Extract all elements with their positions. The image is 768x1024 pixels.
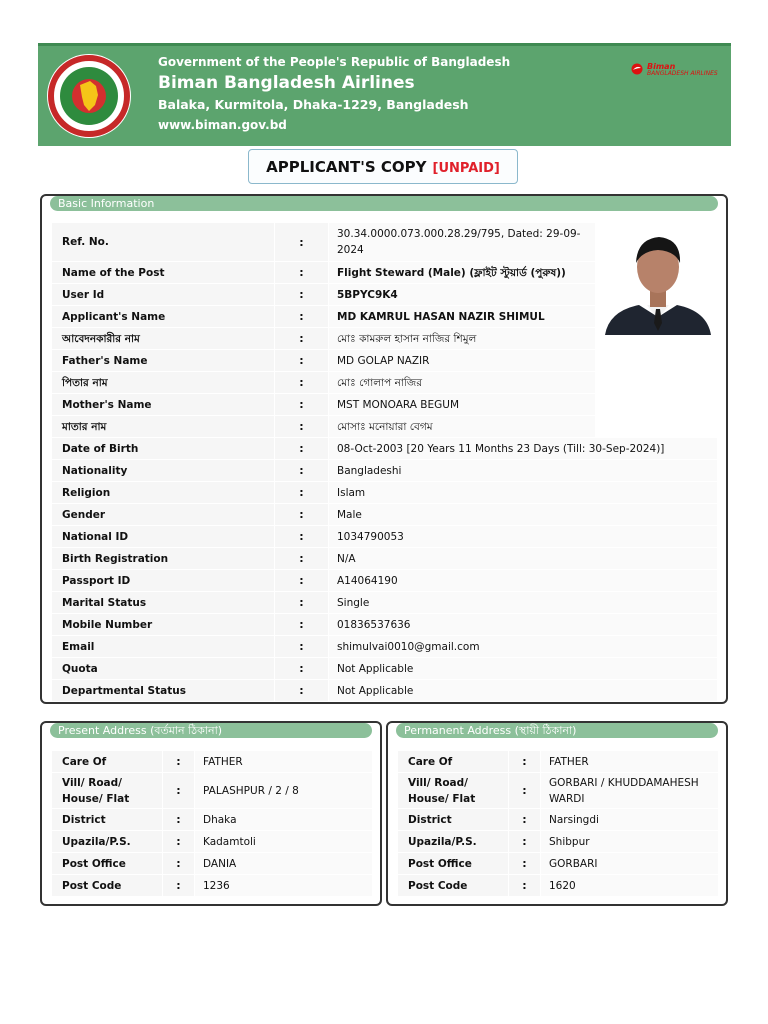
present-address-panel [40, 721, 382, 906]
organization-address: Balaka, Kurmitola, Dhaka-1229, Bangladesh [158, 97, 469, 112]
basic-info-separator: : [275, 614, 328, 635]
present-address-label: Post Code [52, 875, 162, 896]
basic-info-value: Not Applicable [329, 680, 717, 701]
basic-info-separator: : [275, 658, 328, 679]
basic-info-row [52, 504, 717, 525]
basic-info-separator: : [275, 262, 328, 283]
basic-info-value: MD KAMRUL HASAN NAZIR SHIMUL [329, 306, 595, 327]
header-banner [38, 43, 731, 146]
basic-info-label: আবেদনকারীর নাম [52, 328, 274, 349]
basic-info-label: Name of the Post [52, 262, 274, 283]
basic-info-separator: : [275, 416, 328, 437]
present-address-value: FATHER [195, 751, 372, 772]
permanent-address-separator: : [509, 809, 540, 830]
basic-info-value: MD GOLAP NAZIR [329, 350, 595, 371]
basic-info-label: Passport ID [52, 570, 274, 591]
applicant-copy-box [248, 149, 518, 184]
basic-info-separator: : [275, 350, 328, 371]
basic-info-separator: : [275, 438, 328, 459]
applicant-photo [599, 223, 717, 335]
basic-info-row [52, 372, 595, 393]
basic-info-separator: : [275, 636, 328, 657]
basic-info-label: পিতার নাম [52, 372, 274, 393]
biman-logo-icon [631, 63, 643, 75]
basic-info-separator: : [275, 394, 328, 415]
basic-info-value: 30.34.0000.073.000.28.29/795, Dated: 29-09-2024 [329, 223, 595, 261]
basic-info-row [52, 614, 717, 635]
basic-info-label: Date of Birth [52, 438, 274, 459]
basic-info-separator: : [275, 548, 328, 569]
basic-info-value: 5BPYC9K4 [329, 284, 595, 305]
basic-info-row [52, 350, 595, 371]
basic-info-label: National ID [52, 526, 274, 547]
permanent-address-label: Vill/ Road/ House/ Flat [398, 773, 508, 808]
permanent-address-row [398, 773, 718, 808]
basic-info-row [52, 526, 717, 547]
basic-information-heading: Basic Information [50, 196, 718, 211]
permanent-address-panel [386, 721, 728, 906]
basic-info-row [52, 636, 717, 657]
basic-info-row [52, 306, 595, 327]
basic-info-value: Male [329, 504, 717, 525]
present-address-value: 1236 [195, 875, 372, 896]
present-address-row [52, 853, 372, 874]
basic-info-value: মোঃ গোলাপ নাজির [329, 372, 595, 393]
present-address-label: Care Of [52, 751, 162, 772]
present-address-row [52, 809, 372, 830]
basic-info-separator: : [275, 223, 328, 261]
present-address-separator: : [163, 809, 194, 830]
basic-info-label: User Id [52, 284, 274, 305]
basic-info-row [52, 680, 717, 701]
basic-info-label: Marital Status [52, 592, 274, 613]
basic-info-row [52, 482, 717, 503]
present-address-value: PALASHPUR / 2 / 8 [195, 773, 372, 808]
permanent-address-row [398, 853, 718, 874]
basic-info-label: Mother's Name [52, 394, 274, 415]
applicant-photo-image [599, 223, 717, 335]
basic-info-separator: : [275, 306, 328, 327]
government-seal-icon [46, 53, 132, 139]
permanent-address-label: Care Of [398, 751, 508, 772]
basic-info-label: Mobile Number [52, 614, 274, 635]
permanent-address-row [398, 809, 718, 830]
permanent-address-heading: Permanent Address (স্থায়ী ঠিকানা) [396, 723, 718, 738]
basic-info-separator: : [275, 504, 328, 525]
basic-info-value: MST MONOARA BEGUM [329, 394, 595, 415]
permanent-address-separator: : [509, 875, 540, 896]
basic-info-value: 08-Oct-2003 [20 Years 11 Months 23 Days (Till: 30-Sep-2024)] [329, 438, 717, 459]
basic-info-separator: : [275, 680, 328, 701]
present-address-separator: : [163, 875, 194, 896]
basic-info-label: Nationality [52, 460, 274, 481]
permanent-address-row [398, 831, 718, 852]
present-address-label: Vill/ Road/ House/ Flat [52, 773, 162, 808]
present-address-value: DANIA [195, 853, 372, 874]
basic-info-row [52, 416, 595, 437]
organization-website[interactable]: www.biman.gov.bd [158, 118, 287, 132]
basic-info-separator: : [275, 482, 328, 503]
present-address-separator: : [163, 751, 194, 772]
basic-info-label: Quota [52, 658, 274, 679]
basic-info-label: Father's Name [52, 350, 274, 371]
present-address-value: Kadamtoli [195, 831, 372, 852]
permanent-address-row [398, 875, 718, 896]
logo-name: Biman [647, 62, 676, 71]
basic-info-value: মোঃ কামরুল হাসান নাজির শিমুল [329, 328, 595, 349]
permanent-address-value: GORBARI [541, 853, 718, 874]
basic-info-value: 1034790053 [329, 526, 717, 547]
present-address-separator: : [163, 773, 194, 808]
permanent-address-label: Upazila/P.S. [398, 831, 508, 852]
present-address-row [52, 831, 372, 852]
basic-info-separator: : [275, 284, 328, 305]
basic-info-label: Applicant's Name [52, 306, 274, 327]
basic-info-value: Not Applicable [329, 658, 717, 679]
permanent-address-value: GORBARI / KHUDDAMAHESH WARDI [541, 773, 718, 808]
basic-info-row [52, 394, 595, 415]
basic-info-label: Email [52, 636, 274, 657]
basic-info-row [52, 592, 717, 613]
payment-status-badge: [UNPAID] [432, 161, 500, 176]
present-address-row [52, 773, 372, 808]
basic-info-separator: : [275, 592, 328, 613]
basic-info-label: Gender [52, 504, 274, 525]
basic-info-row [52, 658, 717, 679]
present-address-value: Dhaka [195, 809, 372, 830]
basic-info-label: Ref. No. [52, 223, 274, 261]
permanent-address-separator: : [509, 773, 540, 808]
present-address-separator: : [163, 853, 194, 874]
basic-info-separator: : [275, 372, 328, 393]
permanent-address-value: Shibpur [541, 831, 718, 852]
present-address-label: District [52, 809, 162, 830]
basic-info-label: মাতার নাম [52, 416, 274, 437]
basic-info-row [52, 548, 717, 569]
present-address-label: Upazila/P.S. [52, 831, 162, 852]
present-address-heading: Present Address (বর্তমান ঠিকানা) [50, 723, 372, 738]
basic-info-separator: : [275, 526, 328, 547]
basic-info-value: A14064190 [329, 570, 717, 591]
basic-info-value: shimulvai0010@gmail.com [329, 636, 717, 657]
basic-info-row [52, 438, 717, 459]
present-address-row [52, 875, 372, 896]
basic-info-separator: : [275, 570, 328, 591]
basic-info-row [52, 460, 717, 481]
basic-info-row [52, 223, 595, 261]
permanent-address-separator: : [509, 831, 540, 852]
basic-information-panel [40, 194, 728, 704]
basic-info-value: Islam [329, 482, 717, 503]
organization-name: Biman Bangladesh Airlines [158, 73, 415, 93]
basic-info-row [52, 570, 717, 591]
copy-title: APPLICANT'S COPY [266, 158, 427, 176]
present-address-separator: : [163, 831, 194, 852]
basic-info-row [52, 328, 595, 349]
basic-info-value: N/A [329, 548, 717, 569]
basic-info-separator: : [275, 460, 328, 481]
basic-info-row [52, 262, 595, 283]
permanent-address-row [398, 751, 718, 772]
permanent-address-label: Post Office [398, 853, 508, 874]
present-address-row [52, 751, 372, 772]
present-address-label: Post Office [52, 853, 162, 874]
basic-info-value: Flight Steward (Male) (ফ্লাইট স্টুয়ার্ড (পুরুষ)) [329, 262, 595, 283]
basic-info-value: Single [329, 592, 717, 613]
basic-info-row [52, 284, 595, 305]
logo-subtitle: BANGLADESH AIRLINES [647, 70, 718, 77]
basic-info-value: মোসাঃ মনোয়ারা বেগম [329, 416, 595, 437]
permanent-address-value: FATHER [541, 751, 718, 772]
permanent-address-value: Narsingdi [541, 809, 718, 830]
basic-info-label: Departmental Status [52, 680, 274, 701]
basic-info-label: Religion [52, 482, 274, 503]
permanent-address-separator: : [509, 751, 540, 772]
permanent-address-label: Post Code [398, 875, 508, 896]
basic-info-label: Birth Registration [52, 548, 274, 569]
basic-info-separator: : [275, 328, 328, 349]
permanent-address-label: District [398, 809, 508, 830]
biman-logo [631, 62, 721, 80]
permanent-address-separator: : [509, 853, 540, 874]
government-name: Government of the People's Republic of Bangladesh [158, 55, 511, 69]
permanent-address-value: 1620 [541, 875, 718, 896]
basic-info-value: Bangladeshi [329, 460, 717, 481]
basic-info-value: 01836537636 [329, 614, 717, 635]
